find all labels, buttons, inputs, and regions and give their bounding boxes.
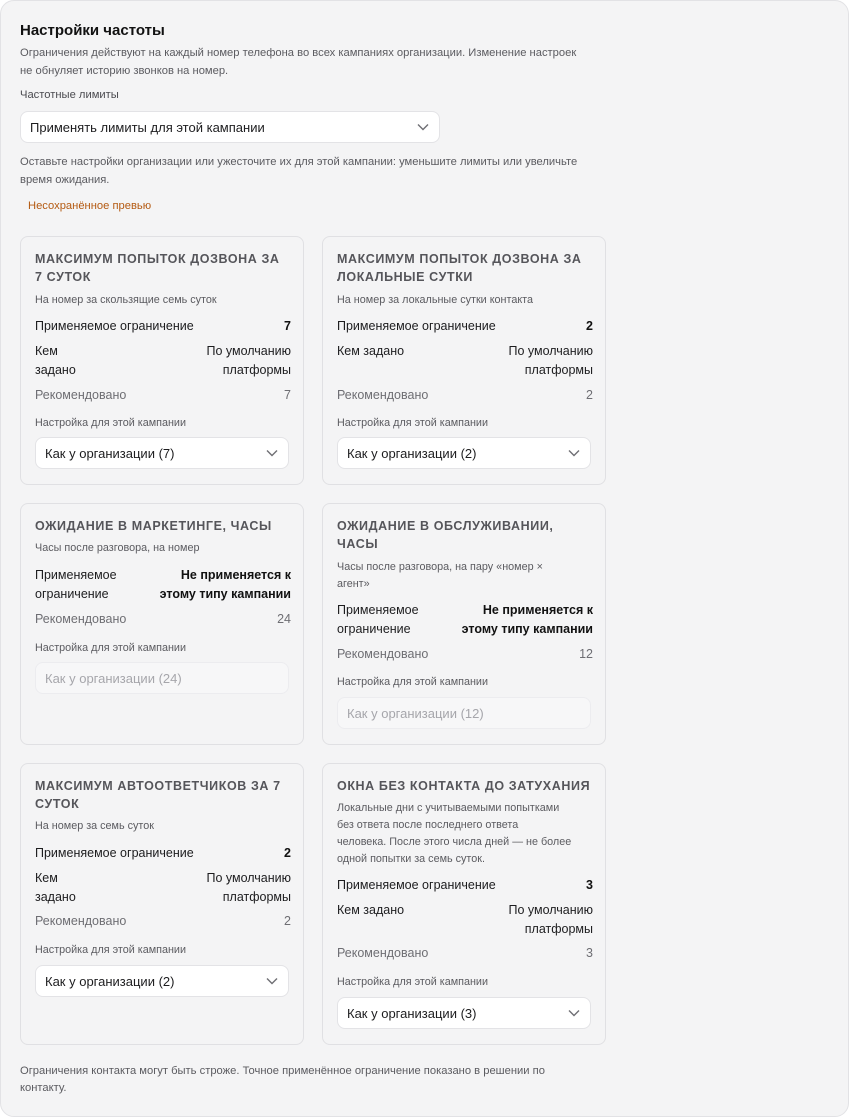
card-title-line: ЛОКАЛЬНЫЕ СУТКИ bbox=[337, 270, 474, 284]
set-by-row bbox=[35, 869, 291, 907]
card-title-line: МАКСИМУМ АВТООТВЕТЧИКОВ ЗА 7 bbox=[35, 779, 281, 793]
campaign-setting-value: Как у организации (3) bbox=[347, 1005, 477, 1021]
card-subtitle: Часы после разговора, на номер bbox=[35, 542, 200, 554]
recommended-label: Рекомендовано bbox=[337, 946, 429, 960]
card-title bbox=[35, 777, 291, 813]
set-by-label: Кем задано bbox=[337, 344, 405, 358]
chevron-down-icon bbox=[417, 123, 429, 131]
applied-label-line: Применяемое bbox=[337, 603, 419, 617]
set-by-value-line: По умолчанию bbox=[206, 871, 291, 885]
page-title: Настройки частоты bbox=[20, 22, 165, 39]
card-title-line: МАКСИМУМ ПОПЫТОК ДОЗВОНА ЗА bbox=[35, 252, 280, 266]
campaign-setting-label: Настройка для этой кампании bbox=[337, 976, 488, 988]
set-by-value bbox=[206, 342, 291, 380]
recommended-value: 7 bbox=[284, 388, 291, 402]
applied-limit-row bbox=[337, 601, 593, 639]
campaign-setting-select-disabled bbox=[337, 697, 591, 729]
card-subtitle-line: без ответа после последнего ответа bbox=[337, 819, 519, 831]
card-max-attempts-local-day bbox=[322, 236, 606, 485]
card-title-line: ОЖИДАНИЕ В ОБСЛУЖИВАНИИ, bbox=[337, 519, 554, 533]
applied-limit-value: 2 bbox=[586, 319, 593, 333]
card-title bbox=[337, 517, 593, 553]
set-by-value-line: По умолчанию bbox=[206, 344, 291, 358]
applied-limit-value: 2 bbox=[284, 846, 291, 860]
card-subtitle: На номер за скользящие семь суток bbox=[35, 294, 217, 306]
campaign-setting-select[interactable] bbox=[35, 965, 289, 997]
set-by-value-line: По умолчанию bbox=[508, 903, 593, 917]
chevron-down-icon bbox=[568, 1009, 580, 1017]
set-by-label-line: задано bbox=[35, 890, 76, 904]
card-title-line: 7 СУТОК bbox=[35, 270, 91, 284]
set-by-value-line: платформы bbox=[524, 363, 593, 377]
set-by-row bbox=[337, 342, 593, 380]
recommended-label: Рекомендовано bbox=[337, 388, 429, 402]
set-by-label bbox=[35, 342, 76, 380]
recommended-value: 12 bbox=[579, 647, 593, 661]
card-subtitle: На номер за семь суток bbox=[35, 820, 154, 832]
set-by-label-line: задано bbox=[35, 363, 76, 377]
applied-value-line: Не применяется к bbox=[482, 603, 593, 617]
card-title-line: ОКНА БЕЗ КОНТАКТА ДО ЗАТУХАНИЯ bbox=[337, 779, 591, 793]
recommended-value: 2 bbox=[586, 388, 593, 402]
card-title bbox=[337, 250, 593, 286]
limits-hint: Оставьте настройки организации или ужесточите их для этой кампании: уменьшите лимиты или увеличьте время ожидания. bbox=[20, 156, 578, 186]
recommended-value: 24 bbox=[277, 612, 291, 626]
set-by-row bbox=[337, 901, 593, 939]
set-by-value bbox=[508, 901, 593, 939]
applied-limit-value: 7 bbox=[284, 319, 291, 333]
applied-value-line: этому типу кампании bbox=[461, 622, 593, 636]
recommended-label: Рекомендовано bbox=[35, 388, 127, 402]
card-subtitle bbox=[337, 800, 593, 868]
campaign-setting-value: Как у организации (7) bbox=[45, 445, 175, 461]
card-marketing-wait-hours bbox=[20, 503, 304, 745]
card-title bbox=[35, 250, 291, 286]
applied-limit-label: Применяемое ограничение bbox=[337, 878, 496, 892]
campaign-setting-value: Как у организации (2) bbox=[347, 445, 477, 461]
campaign-setting-select-disabled bbox=[35, 662, 289, 694]
card-title bbox=[35, 517, 291, 535]
recommended-label: Рекомендовано bbox=[35, 914, 127, 928]
applied-limit-value bbox=[160, 566, 291, 604]
campaign-setting-value: Как у организации (24) bbox=[45, 670, 182, 686]
set-by-value-line: платформы bbox=[524, 922, 593, 936]
card-subtitle-line: одной попытки за семь суток. bbox=[337, 853, 485, 865]
chevron-down-icon bbox=[568, 449, 580, 457]
set-by-value-line: платформы bbox=[222, 363, 291, 377]
campaign-setting-label: Настройка для этой кампании bbox=[337, 676, 488, 688]
footer-note: Ограничения контакта могут быть строже. Точное применённое ограничение показано в решении по контакту. bbox=[20, 1065, 545, 1094]
card-no-contact-windows bbox=[322, 763, 606, 1045]
set-by-label-line: Кем bbox=[35, 344, 58, 358]
applied-label-line: ограничение bbox=[35, 587, 109, 601]
campaign-setting-select[interactable] bbox=[337, 437, 591, 469]
applied-value-line: этому типу кампании bbox=[159, 587, 291, 601]
campaign-setting-label: Настройка для этой кампании bbox=[35, 417, 186, 429]
campaign-setting-value: Как у организации (12) bbox=[347, 705, 484, 721]
recommended-label: Рекомендовано bbox=[337, 647, 429, 661]
applied-limit-value: 3 bbox=[586, 878, 593, 892]
set-by-value bbox=[206, 869, 291, 907]
applied-limit-label: Применяемое ограничение bbox=[337, 319, 496, 333]
unsaved-preview-badge: Несохранённое превью bbox=[28, 200, 152, 212]
applied-limit-label bbox=[337, 601, 419, 639]
card-title-line: МАКСИМУМ ПОПЫТОК ДОЗВОНА ЗА bbox=[337, 252, 582, 266]
campaign-setting-value: Как у организации (2) bbox=[45, 973, 175, 989]
recommended-value: 2 bbox=[284, 914, 291, 928]
set-by-value-line: По умолчанию bbox=[508, 344, 593, 358]
card-title-line: ЧАСЫ bbox=[337, 537, 379, 551]
applied-limit-value bbox=[462, 601, 593, 639]
card-subtitle bbox=[337, 559, 593, 593]
applied-limit-label: Применяемое ограничение bbox=[35, 319, 194, 333]
set-by-label-line: Кем bbox=[35, 871, 58, 885]
card-subtitle: На номер за локальные сутки контакта bbox=[337, 294, 534, 306]
campaign-setting-select[interactable] bbox=[35, 437, 289, 469]
set-by-label: Кем задано bbox=[337, 903, 405, 917]
set-by-label bbox=[35, 869, 76, 907]
set-by-value bbox=[508, 342, 593, 380]
page-description: Ограничения действуют на каждый номер телефона во всех кампаниях организации. Изменение настроек не обнуляет историю звонков на номер. bbox=[20, 47, 577, 77]
card-max-answering-machines bbox=[20, 763, 304, 1045]
campaign-setting-select[interactable] bbox=[337, 997, 591, 1029]
recommended-value: 3 bbox=[586, 946, 593, 960]
applied-label-line: Применяемое bbox=[35, 568, 117, 582]
applied-limit-label bbox=[35, 566, 117, 604]
card-title bbox=[337, 777, 593, 795]
frequency-limits-value: Применять лимиты для этой кампании bbox=[30, 119, 265, 135]
applied-value-line: Не применяется к bbox=[180, 568, 291, 582]
campaign-setting-label: Настройка для этой кампании bbox=[35, 642, 186, 654]
card-max-attempts-7-days bbox=[20, 236, 304, 485]
applied-limit-label: Применяемое ограничение bbox=[35, 846, 194, 860]
applied-limit-row bbox=[35, 566, 291, 604]
card-subtitle-line: Часы после разговора, на пару «номер × bbox=[337, 561, 543, 573]
applied-label-line: ограничение bbox=[337, 622, 411, 636]
chevron-down-icon bbox=[266, 449, 278, 457]
card-service-wait-hours bbox=[322, 503, 606, 745]
chevron-down-icon bbox=[266, 977, 278, 985]
set-by-row bbox=[35, 342, 291, 380]
set-by-value-line: платформы bbox=[222, 890, 291, 904]
campaign-setting-label: Настройка для этой кампании bbox=[337, 417, 488, 429]
card-subtitle-line: человека. После этого числа дней — не более bbox=[337, 836, 572, 848]
recommended-label: Рекомендовано bbox=[35, 612, 127, 626]
card-subtitle-line: Локальные дни с учитываемыми попытками bbox=[337, 802, 560, 814]
frequency-limits-label: Частотные лимиты bbox=[20, 89, 119, 101]
card-title-line: ОЖИДАНИЕ В МАРКЕТИНГЕ, ЧАСЫ bbox=[35, 519, 272, 533]
card-subtitle-line: агент» bbox=[337, 578, 370, 590]
campaign-setting-label: Настройка для этой кампании bbox=[35, 944, 186, 956]
card-title-line: СУТОК bbox=[35, 797, 80, 811]
frequency-limits-select[interactable] bbox=[20, 111, 440, 143]
